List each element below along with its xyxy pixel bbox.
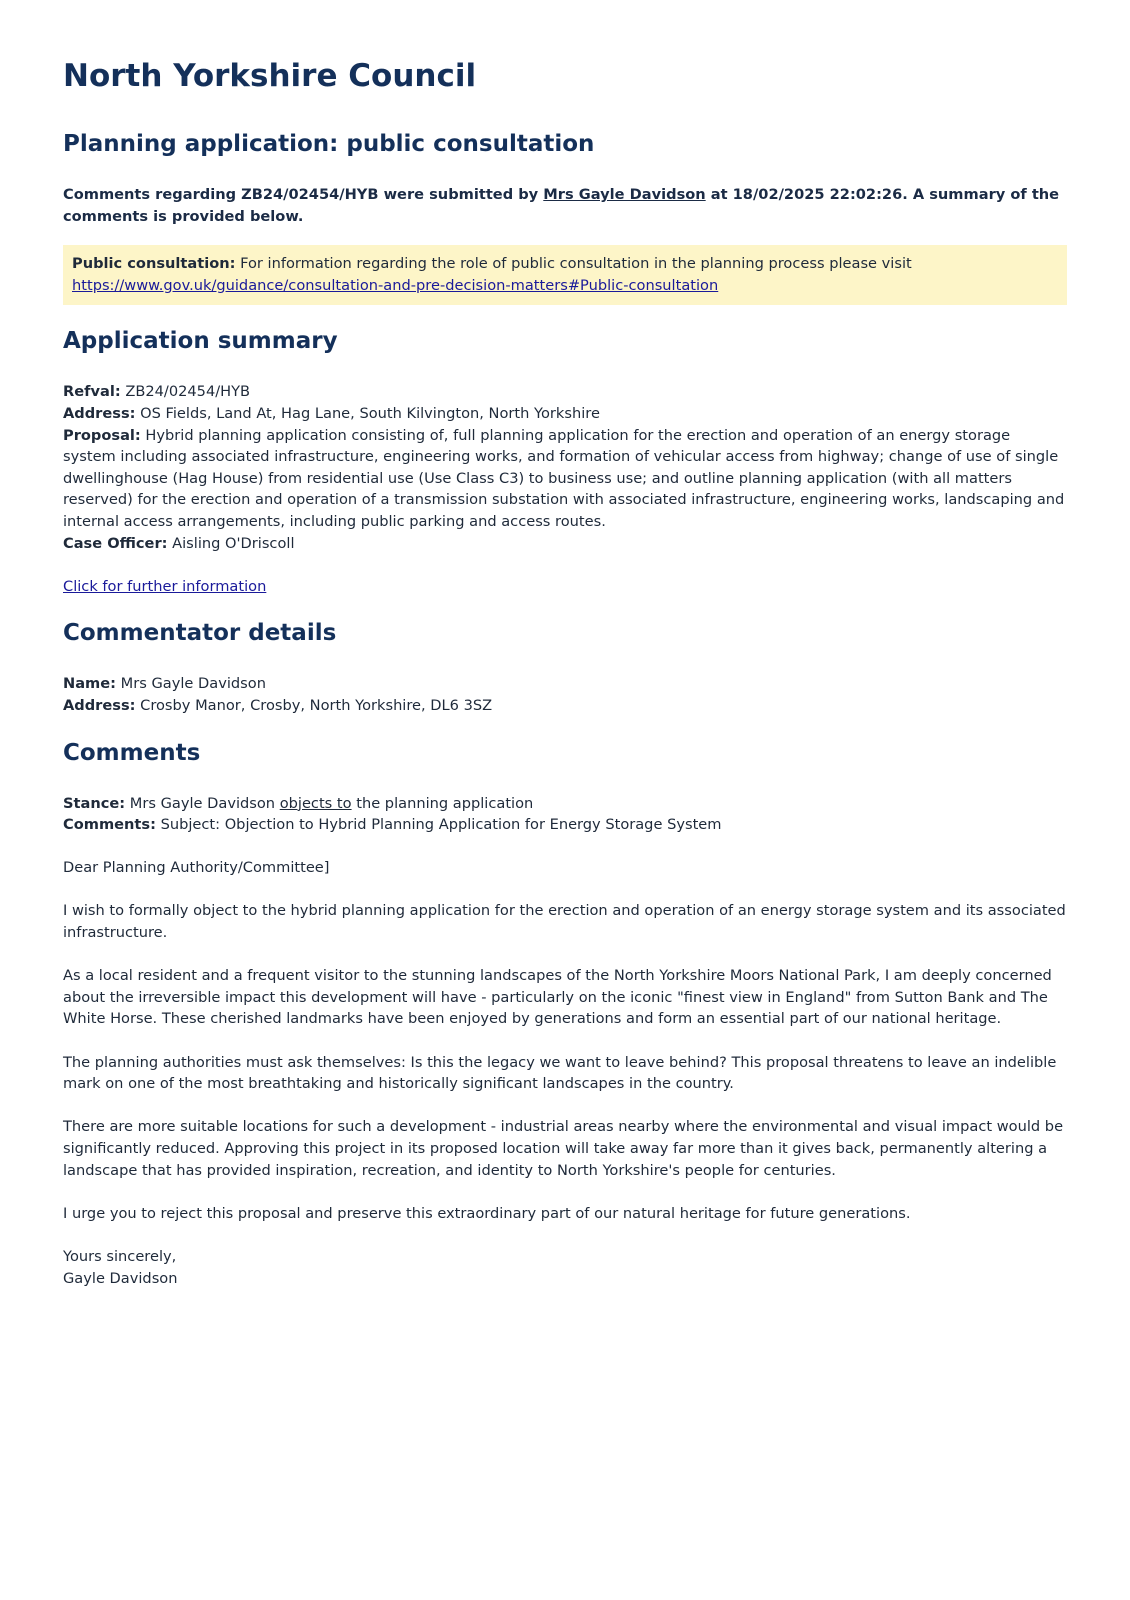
case-officer-label: Case Officer: (63, 534, 168, 552)
comments-body (63, 793, 1067, 1290)
comment-paragraph-3: The planning authorities must ask themselves: Is this the legacy we want to leave behind? This proposal threatens to leave an indelible mark on one of the most breathtaking and historically significant landscapes in the country. (63, 1053, 1057, 1093)
consultation-guidance-link[interactable]: https://www.gov.uk/guidance/consultation-and-pre-decision-matters#Public-consultation (72, 276, 719, 294)
intro-prefix: Comments regarding ZB24/02454/HYB were submitted by (63, 186, 544, 203)
comments-heading: Comments (63, 739, 201, 766)
case-officer-value: Aisling O'Driscoll (167, 534, 295, 552)
proposal-row (63, 425, 1067, 533)
commentator-details (63, 673, 1067, 716)
salutation: Dear Planning Authority/Committee] (63, 859, 330, 877)
address-row (63, 403, 1067, 425)
commentator-name-value: Mrs Gayle Davidson (116, 675, 266, 693)
comment-paragraph-1: I wish to formally object to the hybrid planning application for the erection and operation of an energy storage system and its associated infrastructure. (63, 902, 1066, 942)
closing: Yours sincerely, (63, 1247, 177, 1265)
comment-paragraph-5: I urge you to reject this proposal and preserve this extraordinary part of our natural heritage for future generations. (63, 1204, 911, 1222)
refval-row (63, 381, 1067, 403)
council-title: North Yorkshire Council (63, 58, 477, 94)
public-consultation-notice (63, 245, 1067, 305)
refval-label: Refval: (63, 383, 121, 401)
proposal-label: Proposal: (63, 426, 141, 444)
further-information-link[interactable]: Click for further information (63, 577, 267, 595)
address-label: Address: (63, 404, 136, 422)
commentator-name-label: Name: (63, 675, 117, 693)
commentator-address-row (63, 695, 1067, 717)
page-title: Planning application: public consultation (63, 131, 595, 157)
stance-value: objects to (279, 794, 352, 812)
notice-label: Public consultation: (72, 255, 236, 273)
comments-subject: Subject: Objection to Hybrid Planning Application for Energy Storage System (155, 816, 722, 834)
comments-label: Comments: (63, 816, 156, 834)
address-value: OS Fields, Land At, Hag Lane, South Kilvington, North Yorkshire (135, 404, 600, 422)
comment-paragraph-4: There are more suitable locations for such a development - industrial areas nearby where the environmental and visual impact would be significantly reduced. Approving this project in its proposed location will take away far more than it gives back, permanently altering a landscape that has provided inspiration, recreation, and identity to North Yorkshire's people for centuries. (63, 1118, 1064, 1179)
stance-prefix: Mrs Gayle Davidson (125, 794, 280, 812)
application-summary (63, 381, 1067, 597)
proposal-value: Hybrid planning application consisting of, full planning application for the erection and operation of an energy storage system including associated infrastructure, engineering works, and formation of vehicular access from highway; change of use of single dwellinghouse (Hag House) from residential use (Use Class C3) to business use; and outline planning application (with all matters reserved) for the erection and operation of a transmission substation with associated infrastructure, engineering works, landscaping and internal access arrangements, including public parking and access routes. (63, 426, 1065, 530)
commentator-details-heading: Commentator details (63, 620, 337, 647)
stance-suffix: the planning application (351, 794, 534, 812)
stance-row (63, 793, 1067, 815)
commentator-address-value: Crosby Manor, Crosby, North Yorkshire, DL6 3SZ (135, 696, 493, 714)
case-officer-row (63, 533, 1067, 555)
application-summary-heading: Application summary (63, 328, 338, 355)
signature: Gayle Davidson (63, 1269, 178, 1287)
commentator-name-row (63, 673, 1067, 695)
refval-value: ZB24/02454/HYB (120, 383, 251, 401)
stance-label: Stance: (63, 794, 126, 812)
comments-subject-row (63, 814, 1067, 836)
notice-text: For information regarding the role of public consultation in the planning process please visit (235, 255, 912, 273)
submitter-link[interactable]: Mrs Gayle Davidson (543, 186, 706, 203)
comment-paragraph-2: As a local resident and a frequent visitor to the stunning landscapes of the North Yorkshire Moors National Park, I am deeply concerned about the irreversible impact this development will have - particularly on the iconic "finest view in England" from Sutton Bank and The White Horse. These cherished landmarks have been enjoyed by generations and form an essential part of our national heritage. (63, 967, 1052, 1028)
intro-statement (63, 184, 1067, 227)
commentator-address-label: Address: (63, 696, 136, 714)
intro-suffix: at 18/02/2025 22:02:26. A summary of the comments is provided below. (63, 186, 1060, 225)
